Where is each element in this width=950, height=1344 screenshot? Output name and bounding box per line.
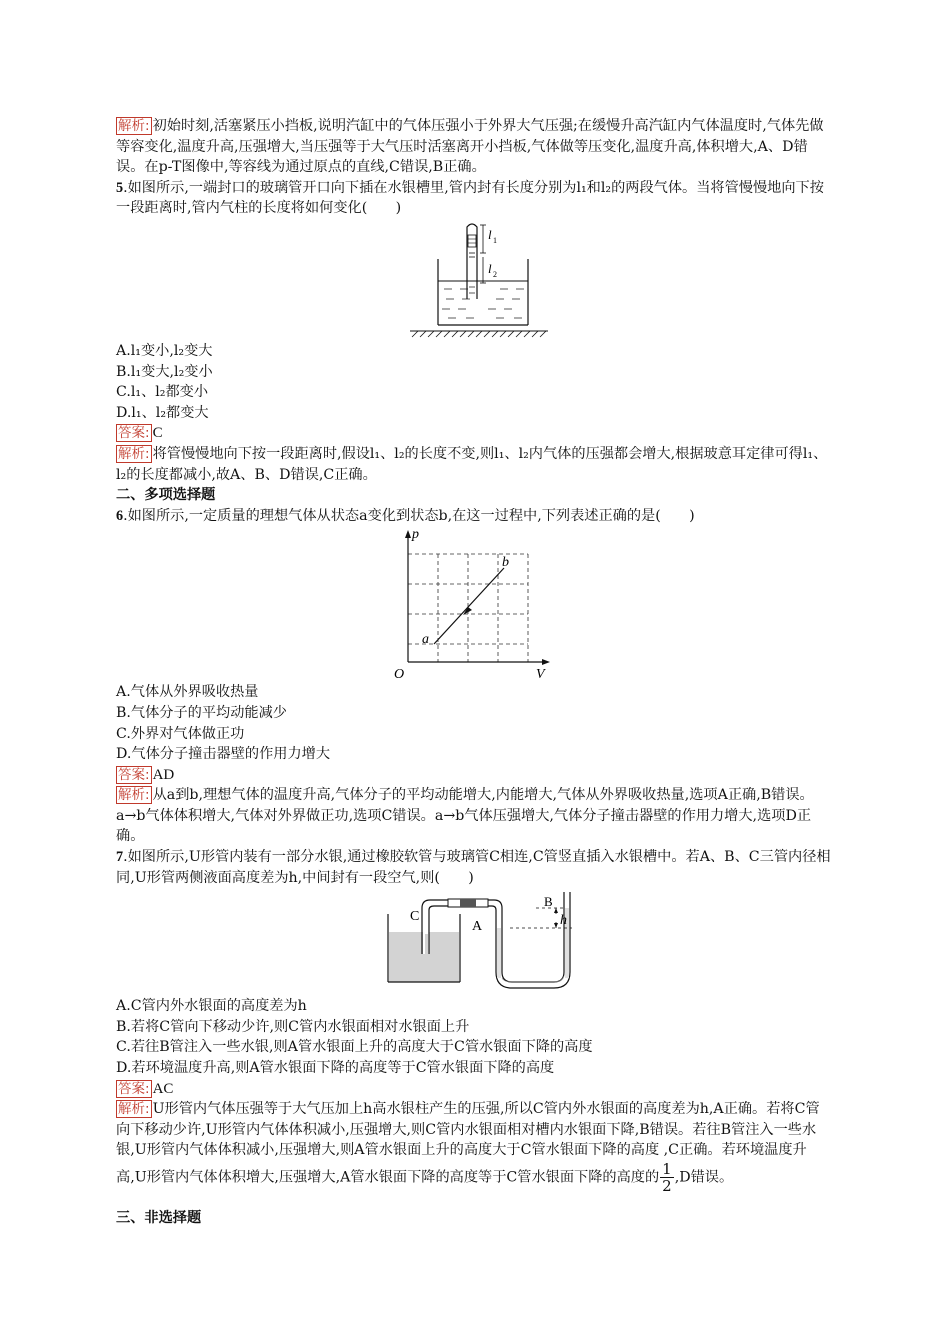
q4-analysis (116, 116, 832, 178)
tube-a-label: A (472, 919, 483, 935)
q6-stem (116, 506, 832, 527)
q7-analysis (116, 1099, 832, 1194)
state-a-label: a (422, 632, 429, 648)
answer-tag: 答案: (118, 1080, 150, 1097)
q7-stem (116, 847, 832, 888)
q7-option-a: A.C管内外水银面的高度差为h (116, 998, 307, 1015)
fraction-denominator: 2 (662, 1177, 672, 1195)
q7-option-d: D.若环境温度升高,则A管水银面下降的高度等于C管水银面下降的高度 (116, 1060, 555, 1077)
q6-option-c: C.外界对气体做正功 (116, 725, 245, 742)
q7-answer (116, 1079, 832, 1100)
q6-analysis-text: 从a到b,理想气体的温度升高,气体分子的平均动能增大,内能增大,气体从外界吸收热量,选项A正确,B错误。a→b气体体积增大,气体对外界做正功,选项C错误。a→b气体压强增大,气体分子撞击器壁的作用力增大,选项D正确。 (116, 787, 814, 845)
q6-option-b: B.气体分子的平均动能减少 (116, 704, 287, 721)
q5-option-a: A.l₁变小,l₂变大 (116, 342, 213, 359)
q5-analysis-text: 将管慢慢地向下按一段距离时,假设l₁、l₂的长度不变,则l₁、l₂内气体的压强都会增大,根据玻意耳定律可得l₁、l₂的长度都减小,故A、B、D错误,C正确。 (116, 445, 828, 483)
q6-answer-value: AD (152, 766, 175, 783)
q5-answer (116, 423, 832, 444)
answer-tag: 答案: (118, 425, 150, 442)
tube-b-label: B (544, 894, 553, 910)
q6-option-a: A.气体从外界吸收热量 (116, 684, 259, 701)
q5-option-b: B.l₁变大,l₂变小 (116, 363, 213, 380)
u-tube-diagram (116, 890, 832, 994)
svg-text:2: 2 (493, 269, 497, 279)
q6-stem-text: .如图所示,一定质量的理想气体从状态a变化到状态b,在这一过程中,下列表述正确的是( ) (123, 507, 695, 524)
analysis-tag: 解析: (118, 1101, 150, 1118)
tube-c-label: C (410, 909, 420, 925)
q5-figure (116, 221, 832, 339)
document-page (116, 116, 832, 1229)
origin-label: O (394, 667, 405, 681)
q7-number: 7 (116, 849, 124, 866)
analysis-tag: 解析: (118, 445, 150, 462)
label-l2: l (488, 260, 492, 276)
q7-stem-text: .如图所示,U形管内装有一部分水银,通过橡胶软管与玻璃管C相连,C管竖直插入水银槽中。若A、B、C三管内径相同,U形管两侧液面高度差为h,中间封有一段空气,则( ) (116, 849, 831, 886)
q6-number: 6 (116, 507, 124, 524)
q5-stem-text: .如图所示,一端封口的玻璃管开口向下插在水银槽里,管内封有长度分别为l₁和l₂的两段气体。当将管慢慢地向下按一段距离时,管内气柱的长度将如何变化( ) (116, 179, 824, 217)
height-h-label: h (560, 913, 567, 929)
axis-p-label: p (412, 528, 419, 543)
q5-stem (116, 178, 832, 219)
q7-option-c: C.若往B管注入一些水银,则A管水银面上升的高度大于C管水银面下降的高度 (116, 1039, 593, 1056)
q7-answer-value: AC (152, 1080, 174, 1097)
section-multiple-choice: 二、多项选择题 (116, 487, 216, 504)
svg-text:1: 1 (493, 235, 497, 245)
one-half-fraction (660, 1161, 674, 1194)
tube-in-mercury-diagram (116, 221, 832, 339)
q7-figure (116, 890, 832, 994)
axis-v-label: V (536, 667, 545, 681)
q5-answer-value: C (152, 425, 163, 442)
answer-tag: 答案: (118, 766, 150, 783)
analysis-tag: 解析: (118, 118, 150, 134)
p-v-graph (116, 528, 832, 680)
section-non-choice: 三、非选择题 (116, 1210, 202, 1226)
q7-analysis-text-2: ,D错误。 (674, 1169, 734, 1186)
label-l1: l (488, 226, 492, 242)
q6-figure (116, 528, 832, 680)
analysis-tag: 解析: (118, 787, 150, 804)
q5-option-c: C.l₁、l₂都变小 (116, 384, 209, 401)
q6-answer (116, 765, 832, 786)
q5-number: 5 (116, 179, 124, 196)
q7-analysis-text-1: U形管内气体压强等于大气压加上h高水银柱产生的压强,所以C管内外水银面的高度差为h,A正确。若将C管向下移动少许,U形管内气体体积减小,压强增大,则C管内水银面相对槽内水银面下降,B错误。若往B管注入一些水银,U形管内气体体积减小,压强增大,则A管水银面上升的高度大于C管水银面下降的高度 ,C正确。若环境温度升高,U形管内气体体积增大,压强增大,A管水银面下降的高度等于C管水银面下降的高度的 (116, 1101, 820, 1186)
q6-option-d: D.气体分子撞击器壁的作用力增大 (116, 746, 331, 763)
q5-analysis (116, 444, 832, 485)
q6-analysis (116, 785, 832, 847)
state-b-label: b (502, 555, 509, 571)
q4-analysis-text: 初始时刻,活塞紧压小挡板,说明汽缸中的气体压强小于外界大气压强;在缓慢升高汽缸内气体温度时,气体先做等容变化,温度升高,压强增大,当压强等于大气压时活塞离开小挡板,气体做等压变化,温度升高,体积增大,A、D错误。在p-T图像中,等容线为通过原点的直线,C错误,B正确。 (116, 118, 824, 176)
q7-option-b: B.若将C管向下移动少许,则C管内水银面相对水银面上升 (116, 1018, 470, 1035)
q5-option-d: D.l₁、l₂都变大 (116, 404, 209, 421)
fraction-numerator: 1 (662, 1160, 672, 1178)
